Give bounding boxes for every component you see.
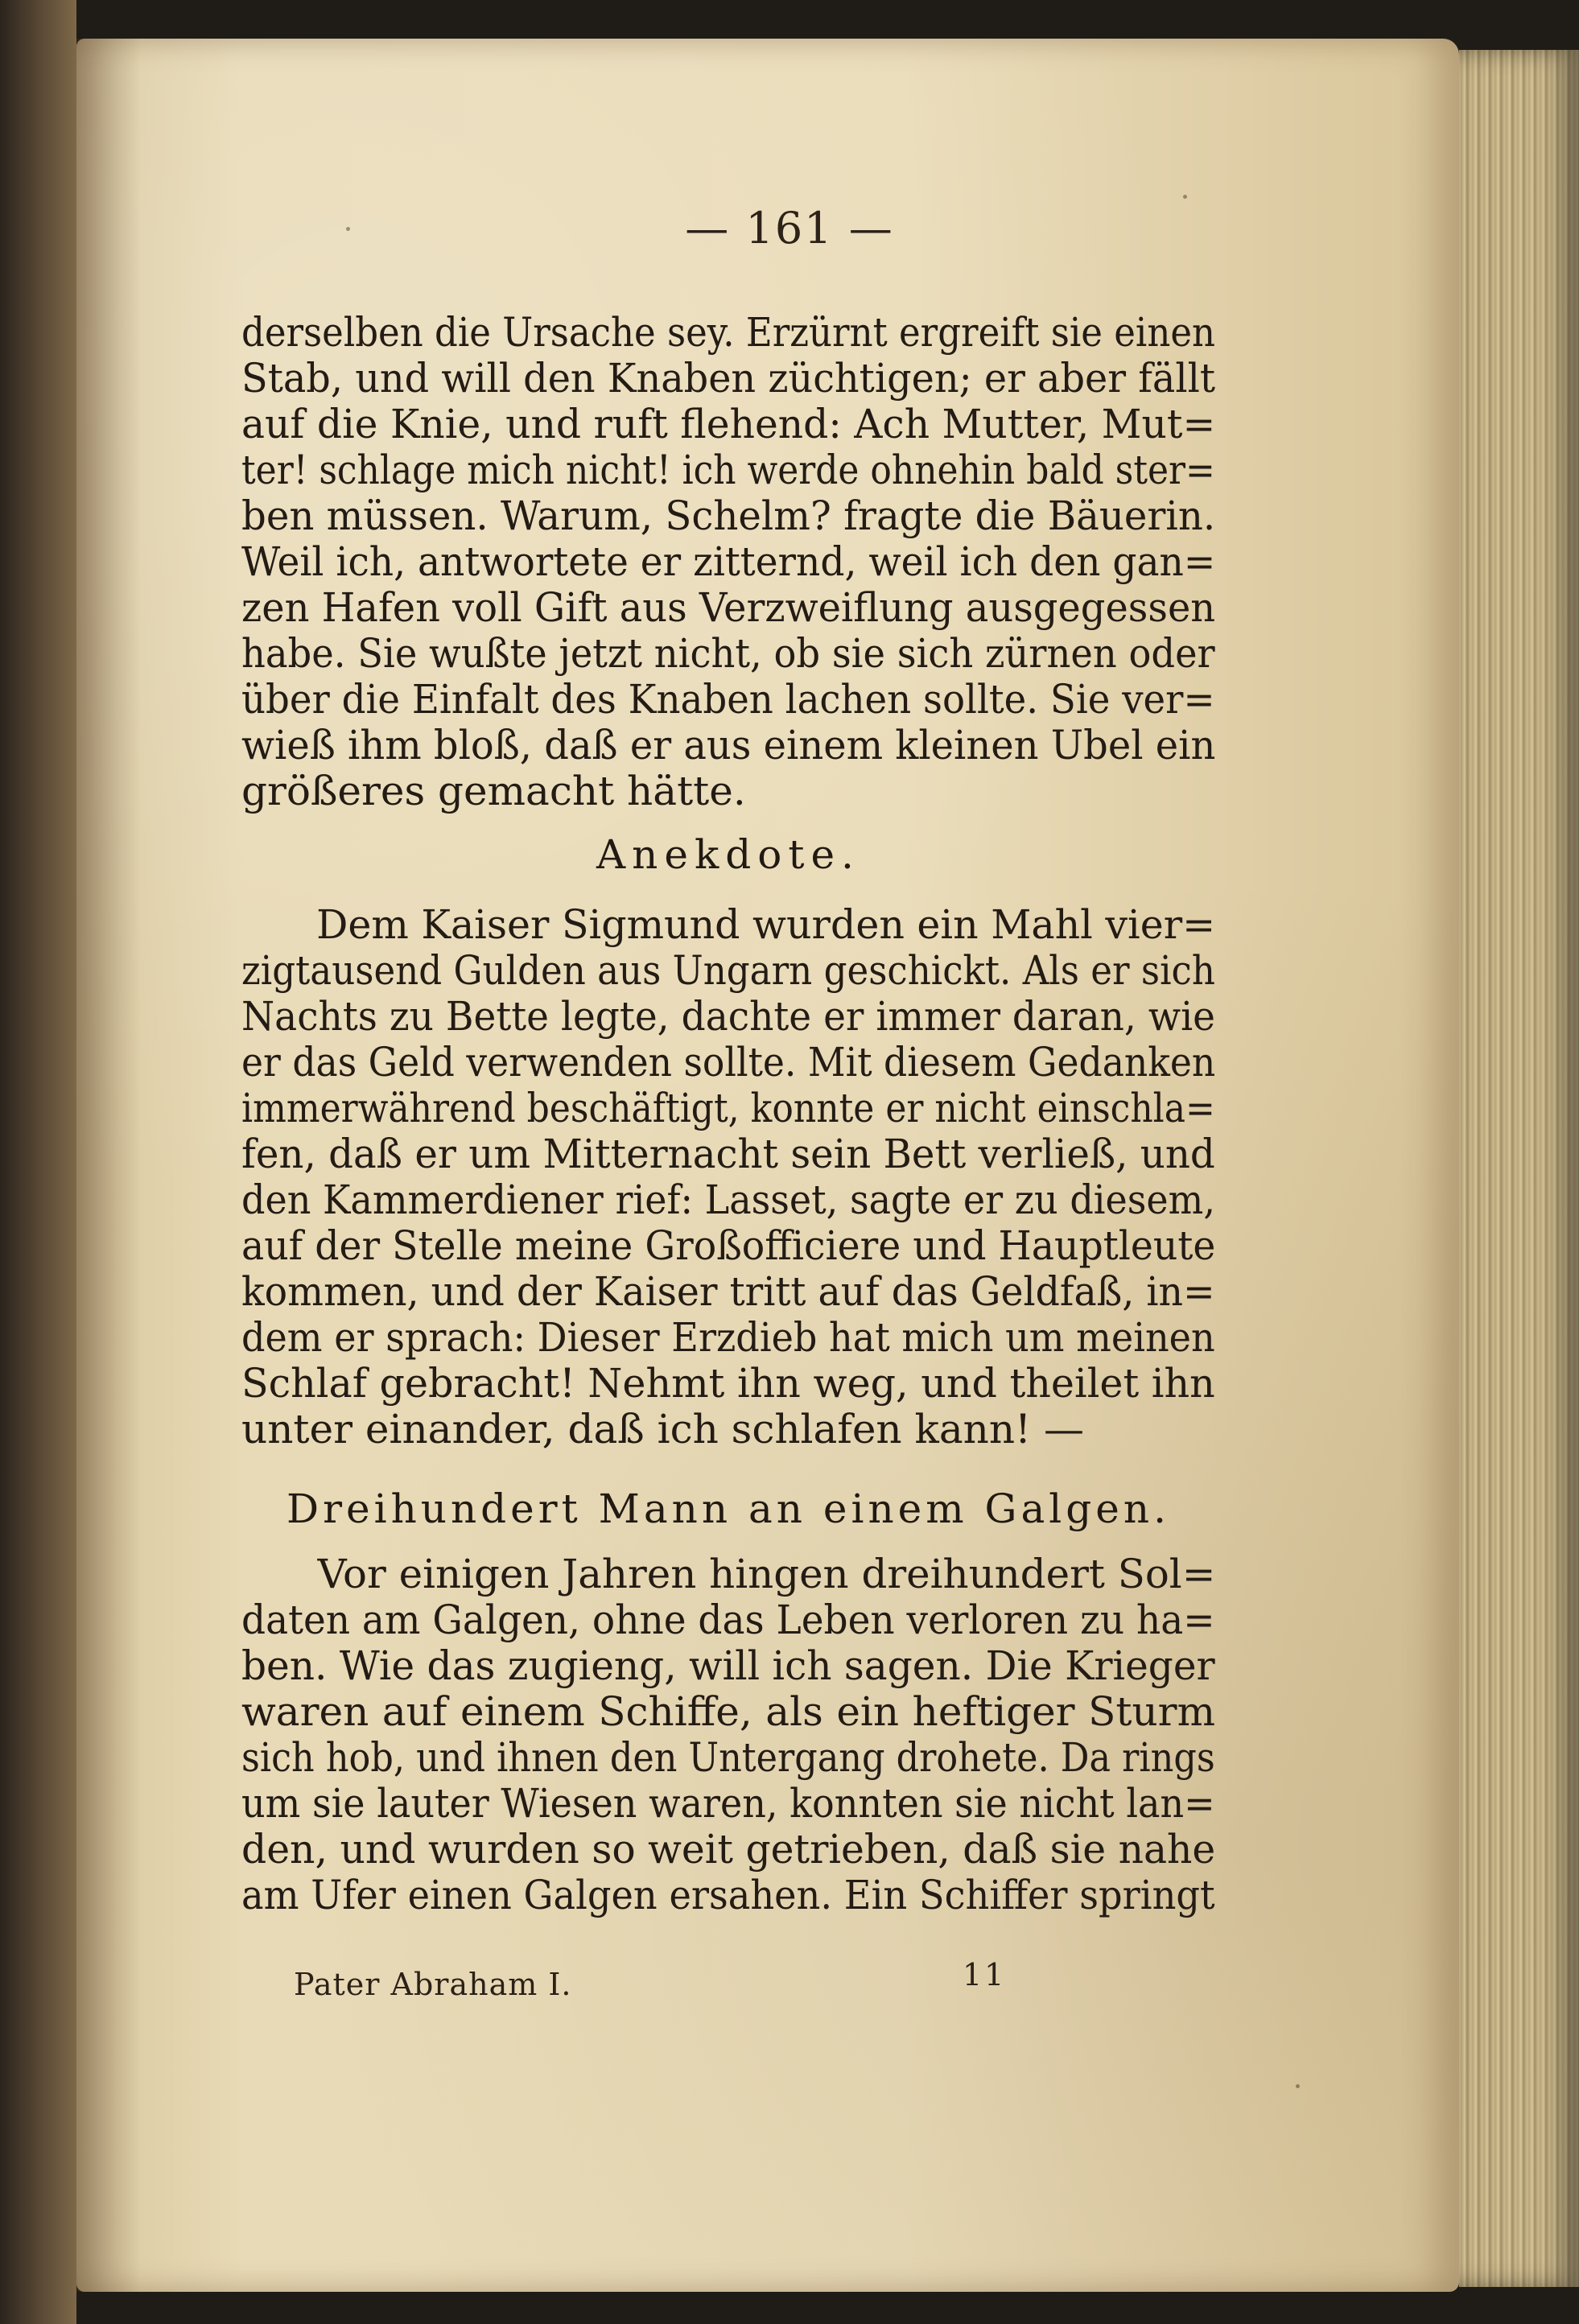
- page-edges: [1459, 50, 1579, 2287]
- text-line: ben. Wie das zugieng, will ich sagen. Die Krieger: [241, 1642, 1215, 1689]
- section-title-dreihundert-mann: Dreihundert Mann an einem Galgen.: [287, 1485, 1170, 1532]
- text-line: dem er sprach: Dieser Erzdieb hat mich um meinen: [241, 1314, 1215, 1361]
- text-line: um sie lauter Wiesen waren, konnten sie nicht lan=: [241, 1780, 1215, 1827]
- text-line: Weil ich, antwortete er zitternd, weil ich den gan=: [241, 538, 1216, 585]
- text-line: Nachts zu Bette legte, dachte er immer daran, wie: [241, 993, 1215, 1040]
- text-line: zigtausend Gulden aus Ungarn geschickt. Als er sich: [241, 947, 1215, 994]
- section-title-anekdote: Anekdote.: [596, 831, 860, 878]
- text-line: über die Einfalt des Knaben lachen sollte. Sie ver=: [241, 676, 1215, 723]
- text-line: Dem Kaiser Sigmund wurden ein Mahl vier=: [316, 901, 1216, 948]
- text-line: immerwährend beschäftigt, konnte er nicht einschla=: [241, 1085, 1215, 1131]
- text-line: den, und wurden so weit getrieben, daß sie nahe: [241, 1826, 1216, 1873]
- text-line: er das Geld verwenden sollte. Mit diesem Gedanken: [241, 1039, 1216, 1086]
- paper-speck: [346, 227, 350, 231]
- intro-paragraph: [241, 310, 1215, 814]
- text-line: habe. Sie wußte jetzt nicht, ob sie sich zürnen oder: [241, 630, 1215, 677]
- gathering-number: 11: [963, 1957, 1007, 1992]
- text-line: fen, daß er um Mitternacht sein Bett verließ, und: [241, 1131, 1215, 1177]
- text-line: unter einander, daß ich schlafen kann! —: [241, 1406, 1085, 1452]
- text-line: derselben die Ursache sey. Erzürnt ergreift sie einen: [241, 309, 1216, 356]
- paper-speck: [660, 1801, 664, 1805]
- text-line: ben müssen. Warum, Schelm? fragte die Bäuerin.: [241, 492, 1216, 539]
- page-text-body: [241, 310, 1215, 1918]
- text-line: Stab, und will den Knaben züchtigen; er aber fällt: [241, 355, 1216, 402]
- text-line: auf die Knie, und ruft flehend: Ach Mutter, Mut=: [241, 401, 1216, 447]
- text-line: waren auf einem Schiffe, als ein heftiger Sturm: [241, 1688, 1215, 1735]
- gallows-paragraph: [241, 1551, 1215, 1918]
- text-line: kommen, und der Kaiser tritt auf das Geldfaß, in=: [241, 1268, 1215, 1315]
- text-line: auf der Stelle meine Großofficiere und Hauptleute: [241, 1222, 1216, 1269]
- text-line: größeres gemacht hätte.: [241, 768, 746, 814]
- text-line: den Kammerdiener rief: Lasset, sagte er zu diesem,: [241, 1176, 1215, 1223]
- text-line: ter! schlage mich nicht! ich werde ohnehin bald ster=: [241, 447, 1215, 493]
- paper-speck: [1183, 195, 1187, 199]
- text-line: zen Hafen voll Gift aus Verzweiflung ausgegessen: [241, 584, 1216, 631]
- paper-speck: [1296, 2084, 1300, 2088]
- text-line: Vor einigen Jahren hingen dreihundert Sol=: [317, 1551, 1216, 1597]
- text-line: daten am Galgen, ohne das Leben verloren zu ha=: [241, 1597, 1215, 1643]
- page-number-header: — 161 —: [685, 203, 894, 253]
- text-line: sich hob, und ihnen den Untergang drohete. Da rings: [241, 1734, 1215, 1781]
- adjacent-page-sliver: [0, 0, 76, 2324]
- text-line: wieß ihm bloß, daß er aus einem kleinen Ubel ein: [241, 722, 1216, 768]
- text-line: am Ufer einen Galgen ersahen. Ein Schiffer springt: [241, 1872, 1215, 1918]
- signature-mark: Pater Abraham I.: [294, 1967, 572, 2002]
- anecdote-paragraph: [241, 902, 1215, 1452]
- text-line: Schlaf gebracht! Nehmt ihn weg, und theilet ihn: [241, 1360, 1215, 1407]
